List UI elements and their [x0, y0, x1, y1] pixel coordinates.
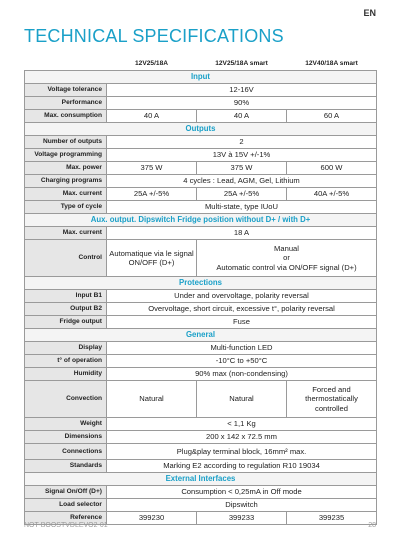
table-row: [25, 303, 377, 316]
control-line: Manual: [274, 243, 299, 253]
table-row: [25, 97, 377, 110]
table-row: [25, 290, 377, 303]
table-row: [25, 188, 377, 201]
section-title-external-interfaces: External Interfaces: [25, 473, 377, 486]
row-value: Marking E2 according to regulation R10 19034: [107, 460, 377, 473]
table-row: [25, 227, 377, 240]
section-title-aux-output: Aux. output. Dipswitch Fridge position without D+ / with D+: [25, 214, 377, 227]
control-line: Automatic control via ON/OFF signal (D+): [216, 262, 357, 272]
table-row: [25, 110, 377, 123]
table-row: [25, 175, 377, 188]
row-value: Fuse: [107, 316, 377, 329]
row-value: 4 cycles : Lead, AGM, Gel, Lithium: [107, 175, 377, 188]
row-value: Automatique via le signal ON/OFF (D+): [107, 240, 197, 277]
row-value: Natural: [107, 381, 197, 418]
row-label: Control: [25, 240, 107, 277]
row-label: Max. consumption: [25, 110, 107, 123]
table-row: [25, 418, 377, 431]
row-label: Type of cycle: [25, 201, 107, 214]
row-value: 375 W: [197, 162, 287, 175]
row-value: 40A +/-5%: [287, 188, 377, 201]
page-number: 28: [368, 522, 376, 529]
row-label: Humidity: [25, 368, 107, 381]
row-value: Consumption < 0,25mA in Off mode: [107, 486, 377, 499]
section-row: [25, 123, 377, 136]
row-value: 60 A: [287, 110, 377, 123]
row-value: Plug&play terminal block, 16mm² max.: [107, 444, 377, 460]
table-row: [25, 342, 377, 355]
row-label: Signal On/Off (D+): [25, 486, 107, 499]
row-label: Max. power: [25, 162, 107, 175]
row-value: 375 W: [107, 162, 197, 175]
row-value: Multi-function LED: [107, 342, 377, 355]
row-label: Input B1: [25, 290, 107, 303]
table-row: [25, 355, 377, 368]
table-row: [25, 486, 377, 499]
row-label: Display: [25, 342, 107, 355]
row-label: Weight: [25, 418, 107, 431]
section-row: [25, 329, 377, 342]
table-row: [25, 431, 377, 444]
row-value: Dipswitch: [107, 499, 377, 512]
section-row: [25, 214, 377, 227]
table-row: [25, 381, 377, 418]
table-row: [25, 240, 377, 277]
section-title-outputs: Outputs: [25, 123, 377, 136]
row-value: 90%: [107, 97, 377, 110]
row-label: Dimensions: [25, 431, 107, 444]
row-label: Standards: [25, 460, 107, 473]
row-label: Connections: [25, 444, 107, 460]
row-value: Natural: [197, 381, 287, 418]
column-header: 12V25/18A: [135, 60, 168, 68]
row-label: Output B2: [25, 303, 107, 316]
row-label: Convection: [25, 381, 107, 418]
row-label: Number of outputs: [25, 136, 107, 149]
section-row: [25, 71, 377, 84]
row-value: 399233: [197, 512, 287, 525]
row-label: Fridge output: [25, 316, 107, 329]
table-row: [25, 368, 377, 381]
row-value: 600 W: [287, 162, 377, 175]
row-value: 2: [107, 136, 377, 149]
row-label: Max. current: [25, 188, 107, 201]
row-value: Overvoltage, short circuit, excessive t°, polarity reversal: [107, 303, 377, 316]
section-title-input: Input: [25, 71, 377, 84]
row-value: 399235: [287, 512, 377, 525]
row-value: Forced and thermostatically controlled: [287, 381, 377, 418]
table-row: [25, 201, 377, 214]
column-header: 12V25/18A smart: [215, 60, 268, 68]
language-indicator: EN: [363, 8, 376, 18]
row-value: 40 A: [107, 110, 197, 123]
section-row: [25, 277, 377, 290]
section-row: [25, 473, 377, 486]
header-empty-cell: [25, 58, 107, 71]
row-value: 25A +/-5%: [107, 188, 197, 201]
table-row: [25, 162, 377, 175]
row-label: t° of operation: [25, 355, 107, 368]
row-label: Voltage tolerance: [25, 84, 107, 97]
table-row: [25, 460, 377, 473]
table-row: [25, 499, 377, 512]
table-row: [25, 316, 377, 329]
table-row: [25, 444, 377, 460]
row-value: 200 x 142 x 72.5 mm: [107, 431, 377, 444]
row-label: Voltage programming: [25, 149, 107, 162]
row-label: Load selector: [25, 499, 107, 512]
row-label: Performance: [25, 97, 107, 110]
row-value: 25A +/-5%: [197, 188, 287, 201]
specifications-table: [24, 58, 377, 525]
section-title-protections: Protections: [25, 277, 377, 290]
row-value: 90% max (non-condensing): [107, 368, 377, 381]
control-line: or: [283, 253, 290, 263]
row-value-multiline: [197, 240, 377, 277]
row-label: Reference: [25, 512, 107, 525]
row-value: 12-16V: [107, 84, 377, 97]
row-value: 18 A: [107, 227, 377, 240]
page-title: TECHNICAL SPECIFICATIONS: [24, 26, 284, 46]
row-value: Multi-state, type IUoU: [107, 201, 377, 214]
table-row: [25, 149, 377, 162]
row-label: Max. current: [25, 227, 107, 240]
row-value: -10°C to +50°C: [107, 355, 377, 368]
row-label: Charging programs: [25, 175, 107, 188]
table-header-row: [25, 58, 377, 71]
table-row: [25, 136, 377, 149]
row-value: < 1,1 Kg: [107, 418, 377, 431]
row-value: 399230: [107, 512, 197, 525]
section-title-general: General: [25, 329, 377, 342]
column-header: 12V40/18A smart: [305, 60, 358, 68]
table-row: [25, 84, 377, 97]
row-value: Under and overvoltage, polarity reversal: [107, 290, 377, 303]
row-value: 13V à 15V +/-1%: [107, 149, 377, 162]
row-value: 40 A: [197, 110, 287, 123]
document-code: NOT-BOOSTVDLEVO2-01: [24, 522, 108, 529]
